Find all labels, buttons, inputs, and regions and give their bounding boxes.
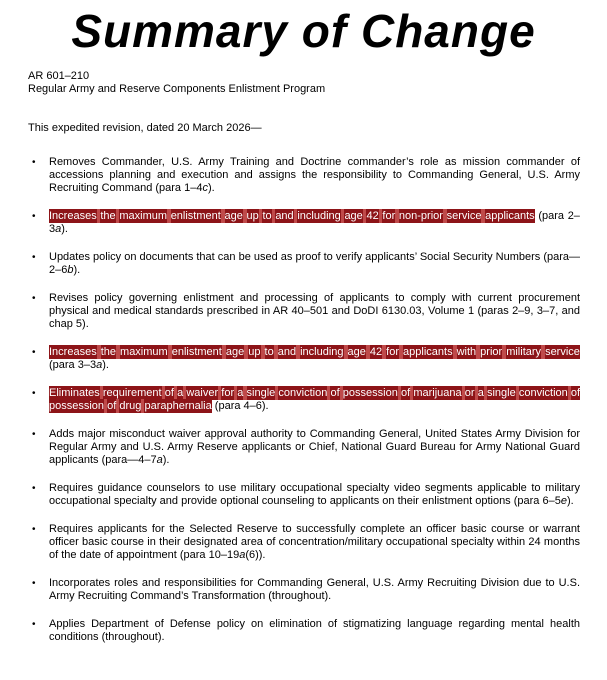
highlighted-word: a — [237, 387, 244, 399]
highlighted-word: possession — [342, 387, 398, 399]
regulation-title: Regular Army and Reserve Components Enlistment Program — [28, 83, 326, 95]
bullet-item — [28, 251, 580, 277]
text-segment: Incorporates roles and responsibilities for Commanding General, U.S. Army Recruiting Division due to U.S. Army Recruiting Command’s Transformation (throughout). — [49, 577, 580, 602]
bullet-icon: • — [32, 578, 36, 589]
text-segment: (para 3–3 — [49, 359, 97, 371]
bullet-text — [49, 346, 580, 372]
highlighted-word: possession — [49, 400, 105, 412]
bullet-text — [49, 577, 580, 603]
bullet-text — [49, 156, 580, 195]
bullet-icon: • — [32, 211, 36, 222]
text-segment: Applies Department of Defense policy on elimination of stigmatizing language regarding mental health conditions (throughout). — [49, 618, 580, 643]
text-segment: ). — [566, 495, 574, 507]
text-segment: Removes Commander, U.S. Army Training and Doctrine commander’s role as mission commander of accessions planning and execution and assigns the responsibility to Commanding General, U.S. Army Recruiting Command (para 1–4 — [49, 156, 580, 194]
text-segment: ). — [61, 223, 68, 235]
bullet-text — [49, 523, 580, 562]
bullet-icon: • — [32, 619, 36, 630]
italic-text-segment: b — [67, 264, 74, 276]
highlighted-word: and — [277, 346, 297, 358]
bullet-item — [28, 210, 580, 236]
highlighted-word: with — [456, 346, 477, 358]
italic-text-segment: c — [202, 182, 208, 194]
highlighted-word: a — [177, 387, 184, 399]
italic-text-segment: a — [156, 454, 163, 466]
highlighted-word: prior — [480, 346, 503, 358]
highlighted-word: a — [477, 387, 484, 399]
highlighted-word: maximum — [119, 210, 168, 222]
bullet-item — [28, 523, 580, 562]
highlighted-word: enlistment — [170, 210, 221, 222]
highlighted-word: service — [545, 346, 580, 358]
highlighted-word: military — [506, 346, 542, 358]
highlighted-segment — [49, 345, 580, 359]
bullet-text — [49, 482, 580, 508]
highlighted-word: waiver — [186, 387, 219, 399]
highlighted-word: including — [297, 210, 341, 222]
highlighted-word: for — [221, 387, 235, 399]
highlighted-word: and — [275, 210, 294, 222]
regulation-number: AR 601–210 — [28, 70, 90, 82]
bullet-icon: • — [32, 524, 36, 535]
highlighted-word: single — [246, 387, 276, 399]
highlighted-word: paraphernalia — [144, 400, 212, 412]
highlighted-word: including — [300, 346, 344, 358]
highlighted-word: conviction — [278, 387, 328, 399]
text-segment: ). — [162, 454, 170, 466]
highlighted-word: age — [225, 346, 245, 358]
text-segment: Adds major misconduct waiver approval authority to Commanding General, United States Army Division for Regular Army and U.S. Army Reserve applicants or Chief, National Guard Bureau for Army National Guard applicants (para—4–7 — [49, 428, 580, 466]
highlighted-word: conviction — [518, 387, 568, 399]
highlighted-word: Increases — [49, 346, 97, 358]
bullet-text — [49, 618, 580, 644]
highlighted-word: of — [400, 387, 411, 399]
text-segment: (para 4–6). — [211, 400, 269, 412]
bullet-text — [49, 428, 580, 467]
highlighted-word: Eliminates — [49, 387, 100, 399]
highlighted-segment — [49, 386, 580, 413]
text-segment: Revises policy governing enlistment and processing of applicants to comply with current procurement physical and medical standards prescribed in AR 40–501 and DoDI 6130.03, Volume 1 (paras 2–9, 3–7, and chap 5). — [49, 292, 580, 330]
text-segment: Requires guidance counselors to use military occupational specialty video segments applicable to military occupational specialty and provide optional counseling to applicants on their enlistment options (para 6–5 — [49, 482, 580, 507]
bullet-text — [49, 251, 580, 277]
highlighted-word: to — [264, 346, 274, 358]
highlighted-word: 42 — [366, 210, 379, 222]
highlighted-word: non-prior — [398, 210, 443, 222]
bullet-item — [28, 156, 580, 195]
highlighted-word: for — [382, 210, 396, 222]
bullet-icon: • — [32, 388, 36, 399]
highlighted-word: applicants — [403, 346, 453, 358]
highlighted-word: the — [100, 210, 116, 222]
highlighted-segment — [49, 209, 535, 223]
bullet-list — [28, 156, 580, 644]
highlighted-word: up — [246, 210, 259, 222]
text-segment: ). — [73, 264, 81, 276]
highlighted-word: maximum — [120, 346, 168, 358]
bullet-item — [28, 618, 580, 644]
bullet-icon: • — [32, 347, 36, 358]
bullet-text — [49, 387, 580, 413]
text-segment: (para 2–3 — [49, 210, 580, 235]
highlighted-word: of — [330, 387, 340, 399]
bullet-item — [28, 387, 580, 413]
bullet-item — [28, 482, 580, 508]
highlighted-word: the — [100, 346, 117, 358]
document-body — [0, 70, 607, 644]
highlighted-word: or — [464, 387, 475, 399]
highlighted-word: age — [347, 346, 366, 358]
highlighted-word: to — [262, 210, 272, 222]
highlighted-word: applicants — [485, 210, 535, 222]
highlighted-word: of — [107, 400, 117, 412]
page-title: Summary of Change — [71, 5, 536, 57]
italic-text-segment: a — [96, 359, 103, 371]
text-segment: ). — [102, 359, 109, 371]
highlighted-word: up — [248, 346, 261, 358]
text-segment: Requires applicants for the Selected Reserve to successfully complete an officer basic course or warrant officer basic course in their designated area of concentration/military occupational specialty within 24 months of the date of appointment (para 10–19 — [49, 523, 580, 561]
bullet-item — [28, 346, 580, 372]
bullet-text — [49, 292, 580, 331]
bullet-item — [28, 577, 580, 603]
highlighted-word: drug — [119, 400, 142, 412]
italic-text-segment: e — [560, 495, 567, 507]
bullet-icon: • — [32, 483, 36, 494]
bullet-item — [28, 428, 580, 467]
text-segment: ). — [207, 182, 215, 194]
highlighted-word: requirement — [102, 387, 162, 399]
bullet-icon: • — [32, 293, 36, 304]
highlighted-word: of — [164, 387, 174, 399]
bullet-icon: • — [32, 252, 36, 263]
text-segment: (6)). — [245, 549, 266, 561]
highlighted-word: for — [386, 346, 400, 358]
highlighted-word: age — [224, 210, 243, 222]
highlighted-word: enlistment — [171, 346, 222, 358]
text-segment: Updates policy on documents that can be used as proof to verify applicants’ Social Security Numbers (para—2–6 — [49, 251, 580, 276]
bullet-icon: • — [32, 157, 36, 168]
highlighted-word: service — [446, 210, 482, 222]
italic-text-segment: a — [55, 223, 62, 235]
highlighted-word: of — [570, 387, 581, 399]
highlighted-word: 42 — [369, 346, 383, 358]
bullet-icon: • — [32, 429, 36, 440]
highlighted-word: single — [486, 387, 516, 399]
highlighted-word: age — [344, 210, 363, 222]
bullet-item — [28, 292, 580, 331]
highlighted-word: Increases — [49, 210, 97, 222]
italic-text-segment: a — [239, 549, 246, 561]
highlighted-word: marijuana — [413, 387, 462, 399]
revision-intro-line: This expedited revision, dated 20 March 2026— — [28, 122, 262, 134]
bullet-text — [49, 210, 580, 236]
